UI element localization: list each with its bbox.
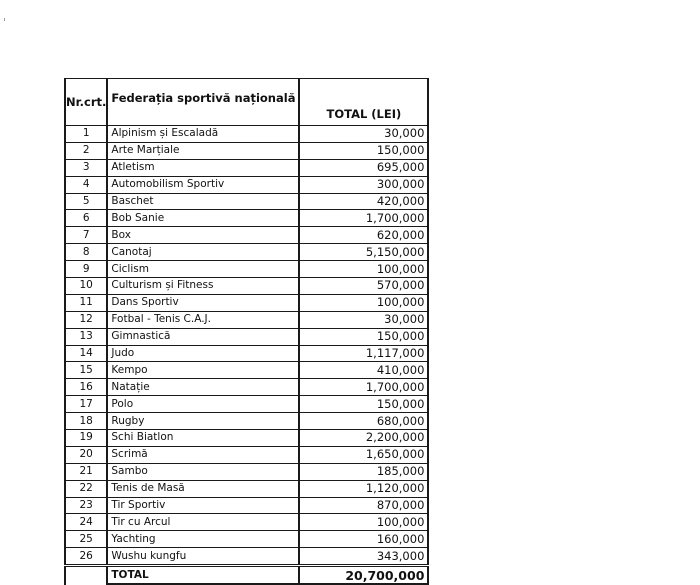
federation-name: Alpinism și Escaladă (107, 126, 299, 143)
scan-artifact (4, 18, 5, 21)
row-total: 620,000 (299, 227, 428, 244)
row-number: 19 (65, 430, 107, 447)
row-total: 2,200,000 (299, 430, 428, 447)
federation-name: Dans Sportiv (107, 294, 299, 311)
table-row (65, 278, 428, 295)
row-total: 150,000 (299, 328, 428, 345)
table-row (65, 548, 428, 566)
table-row (65, 430, 428, 447)
federation-name: Ciclism (107, 261, 299, 278)
table-row (65, 176, 428, 193)
row-total: 100,000 (299, 514, 428, 531)
row-total: 100,000 (299, 294, 428, 311)
federation-name: Arte Marțiale (107, 142, 299, 159)
federation-name: Tir cu Arcul (107, 514, 299, 531)
row-number: 16 (65, 379, 107, 396)
row-number: 21 (65, 463, 107, 480)
row-number: 18 (65, 413, 107, 430)
row-total: 150,000 (299, 142, 428, 159)
row-total: 1,700,000 (299, 379, 428, 396)
row-number: 8 (65, 244, 107, 261)
table-row (65, 210, 428, 227)
row-number: 25 (65, 531, 107, 548)
row-number: 1 (65, 126, 107, 143)
row-number: 4 (65, 176, 107, 193)
row-total: 1,700,000 (299, 210, 428, 227)
federation-name: Bob Sanie (107, 210, 299, 227)
federation-name: Culturism și Fitness (107, 278, 299, 295)
row-total: 1,650,000 (299, 446, 428, 463)
row-total: 160,000 (299, 531, 428, 548)
row-number: 9 (65, 261, 107, 278)
table-header-row (65, 79, 428, 126)
row-number: 14 (65, 345, 107, 362)
federation-name: Box (107, 227, 299, 244)
total-row (65, 566, 428, 585)
total-label: TOTAL (107, 566, 299, 585)
table-row (65, 413, 428, 430)
table-row (65, 497, 428, 514)
header-total: TOTAL (LEI) (299, 79, 428, 126)
row-number: 13 (65, 328, 107, 345)
table-row (65, 142, 428, 159)
row-number: 17 (65, 396, 107, 413)
federation-name: Automobilism Sportiv (107, 176, 299, 193)
table-row (65, 396, 428, 413)
federation-name: Natație (107, 379, 299, 396)
federation-name: Tenis de Masă (107, 480, 299, 497)
row-total: 100,000 (299, 261, 428, 278)
table-row (65, 446, 428, 463)
row-number: 24 (65, 514, 107, 531)
row-total: 30,000 (299, 311, 428, 328)
federation-name: Judo (107, 345, 299, 362)
federation-name: Schi Biatlon (107, 430, 299, 447)
federation-name: Rugby (107, 413, 299, 430)
federation-name: Scrimă (107, 446, 299, 463)
row-total: 150,000 (299, 396, 428, 413)
federation-name: Yachting (107, 531, 299, 548)
federation-name: Sambo (107, 463, 299, 480)
row-number: 3 (65, 159, 107, 176)
federation-name: Baschet (107, 193, 299, 210)
row-total: 570,000 (299, 278, 428, 295)
row-number: 26 (65, 548, 107, 566)
grand-total: 20,700,000 (299, 566, 428, 585)
table-row (65, 514, 428, 531)
table-row (65, 379, 428, 396)
table-row (65, 193, 428, 210)
table-row (65, 244, 428, 261)
total-row-blank (65, 566, 107, 585)
row-total: 300,000 (299, 176, 428, 193)
federation-name: Wushu kungfu (107, 548, 299, 566)
row-number: 7 (65, 227, 107, 244)
row-total: 680,000 (299, 413, 428, 430)
federation-name: Fotbal - Tenis C.A.J. (107, 311, 299, 328)
row-total: 343,000 (299, 548, 428, 566)
row-number: 6 (65, 210, 107, 227)
row-total: 1,117,000 (299, 345, 428, 362)
row-total: 695,000 (299, 159, 428, 176)
federation-name: Atletism (107, 159, 299, 176)
table-row (65, 159, 428, 176)
table-row (65, 345, 428, 362)
row-total: 185,000 (299, 463, 428, 480)
row-number: 20 (65, 446, 107, 463)
row-number: 22 (65, 480, 107, 497)
table-body (65, 126, 428, 585)
row-total: 5,150,000 (299, 244, 428, 261)
row-number: 15 (65, 362, 107, 379)
federation-name: Gimnastică (107, 328, 299, 345)
row-number: 11 (65, 294, 107, 311)
table-row (65, 480, 428, 497)
table-row (65, 261, 428, 278)
row-number: 12 (65, 311, 107, 328)
table-row (65, 463, 428, 480)
row-number: 10 (65, 278, 107, 295)
row-total: 30,000 (299, 126, 428, 143)
table-row (65, 294, 428, 311)
header-nr: Nr.crt. (65, 79, 107, 126)
row-number: 2 (65, 142, 107, 159)
table-row (65, 227, 428, 244)
row-number: 23 (65, 497, 107, 514)
federation-name: Tir Sportiv (107, 497, 299, 514)
federations-budget-table (64, 78, 429, 585)
row-total: 420,000 (299, 193, 428, 210)
federation-name: Polo (107, 396, 299, 413)
row-number: 5 (65, 193, 107, 210)
table-row (65, 311, 428, 328)
row-total: 870,000 (299, 497, 428, 514)
table-row (65, 328, 428, 345)
federation-name: Kempo (107, 362, 299, 379)
header-federation: Federația sportivă națională (107, 79, 299, 126)
row-total: 1,120,000 (299, 480, 428, 497)
federation-name: Canotaj (107, 244, 299, 261)
table-row (65, 126, 428, 143)
table-row (65, 362, 428, 379)
row-total: 410,000 (299, 362, 428, 379)
table-row (65, 531, 428, 548)
